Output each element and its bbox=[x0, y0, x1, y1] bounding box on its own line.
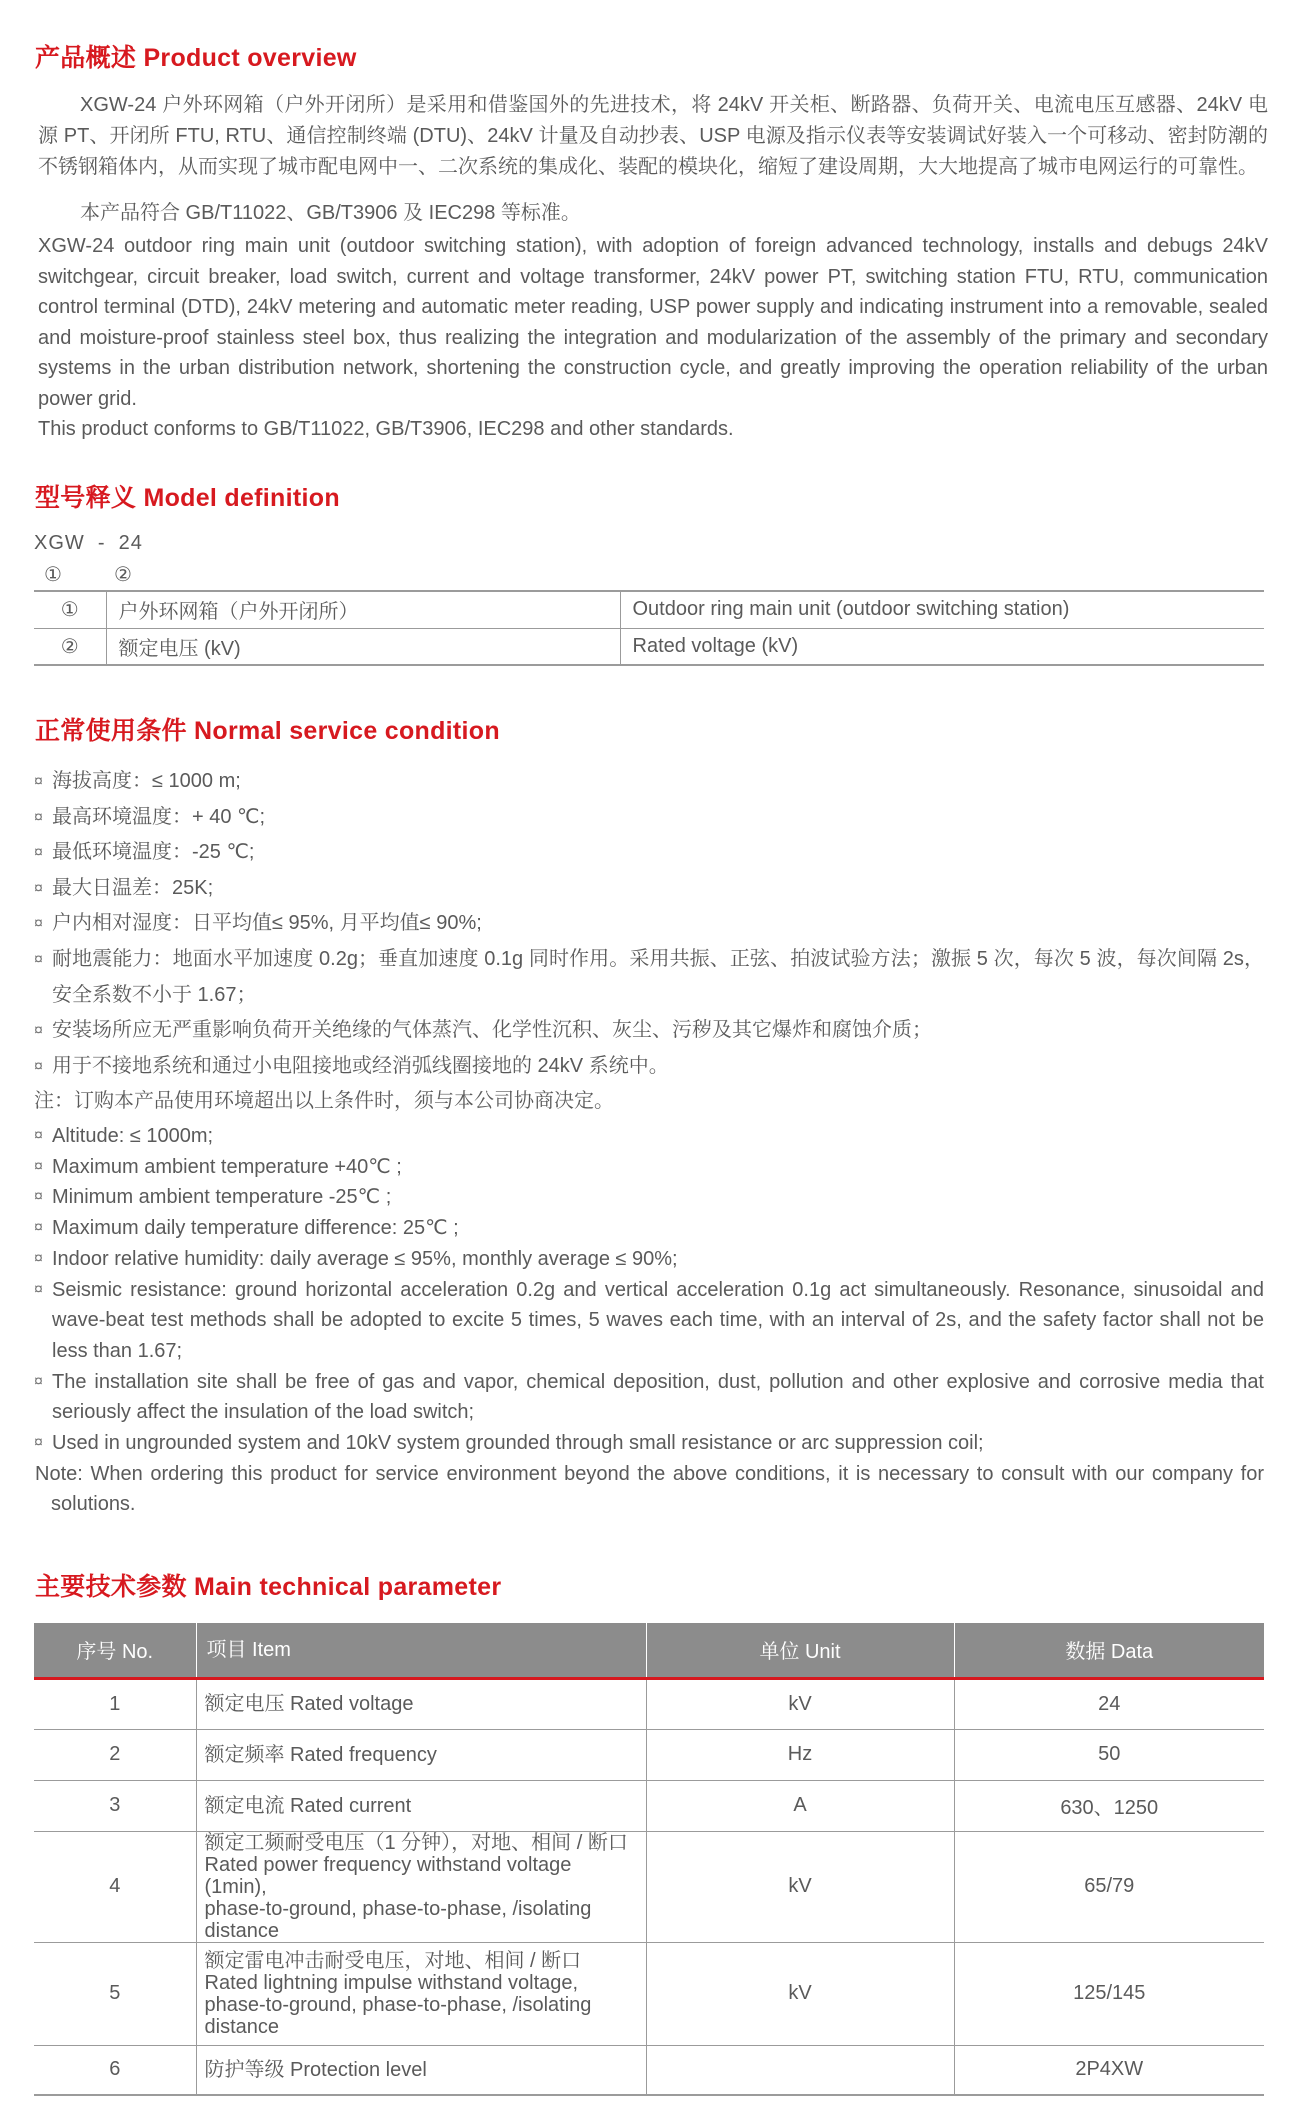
bullet-icon: ¤ bbox=[34, 1219, 43, 1237]
bullet-icon: ¤ bbox=[34, 1022, 43, 1040]
header-no: 序号 No. bbox=[34, 1623, 196, 1678]
cell-data: 50 bbox=[954, 1729, 1264, 1780]
cell-no: 1 bbox=[34, 1678, 196, 1729]
list-item: ¤ 用于不接地系统和通过小电阻接地或经消弧线圈接地的 24kV 系统中。 bbox=[34, 1049, 1264, 1085]
bullet-icon: ¤ bbox=[34, 1249, 43, 1267]
model-row-en: Rated voltage (kV) bbox=[620, 628, 1264, 665]
header-item: 项目 Item bbox=[196, 1623, 646, 1678]
cell-data: 2P4XW bbox=[954, 2045, 1264, 2095]
overview-cn-paragraph: XGW-24 户外环网箱（户外开闭所）是采用和借鉴国外的先进技术，将 24kV 开关柜、断路器、负荷开关、电流电压互感器、24kV 电源 PT、开闭所 FTU, RTU、通信控制终端 (DTU)、24kV 计量及自动抄表、USP 电源及指示仪表等安装调试好装入一个可移动、密封防潮的不锈钢箱体内，从而实现了城市配电网中一、二次系统的集成化、装配的模块化，缩短了建设周期，大大地提高了城市电网运行的可靠性。 bbox=[38, 94, 1268, 178]
bullet-icon: ¤ bbox=[34, 773, 43, 790]
list-item: ¤ 最大日温差：25K; bbox=[34, 871, 1264, 907]
cell-no: 2 bbox=[34, 1729, 196, 1780]
cell-item: 防护等级 Protection level bbox=[196, 2045, 646, 2095]
cell-no: 4 bbox=[34, 1831, 196, 1942]
model-title: 型号释义 Model definition bbox=[35, 484, 340, 512]
list-item: ¤ Used in ungrounded system and 10kV system grounded through small resistance or arc suppression coil; bbox=[34, 1428, 1264, 1459]
cell-item: 额定频率 Rated frequency bbox=[196, 1729, 646, 1780]
list-item: ¤ 安装场所应无严重影响负荷开关绝缘的气体蒸汽、化学性沉积、灰尘、污秽及其它爆炸和腐蚀介质； bbox=[34, 1013, 1264, 1049]
conditions-en-list bbox=[34, 1121, 1264, 1520]
overview-cn-standards: 本产品符合 GB/T11022、GB/T3906 及 IEC298 等标准。 bbox=[80, 202, 581, 224]
list-item: ¤ 最高环境温度：+ 40 ℃; bbox=[34, 800, 1264, 836]
list-item: ¤ 耐地震能力：地面水平加速度 0.2g；垂直加速度 0.1g 同时作用。采用共振、正弦、拍波试验方法；激振 5 次，每次 5 波，每次间隔 2s，安全系数不小于 1.67； bbox=[34, 942, 1264, 1013]
bullet-icon: ¤ bbox=[34, 1188, 43, 1206]
overview-en-paragraph: XGW-24 outdoor ring main unit (outdoor switching station), with adoption of foreign advanced technology, installs and debugs 24kV switchgear, circuit breaker, load switch, current and voltage transformer, 24kV power PT, switching station FTU, RTU, communication control terminal (DTD), 24kV metering and automatic meter reading, USP power supply and indicating instrument into a removable, sealed and moisture-proof stainless steel box, thus realizing the integration and modularization of the assembly of the primary and secondary systems in the urban distribution network, shortening the construction cycle, and greatly improving the operation reliability of the urban power grid. bbox=[38, 235, 1268, 410]
conditions-cn-note: 注：订购本产品使用环境超出以上条件时，须与本公司协商决定。 bbox=[34, 1090, 614, 1113]
list-item: ¤ Indoor relative humidity: daily average ≤ 95%, monthly average ≤ 90%; bbox=[34, 1244, 1264, 1275]
model-row-cn: 户外环网箱（户外开闭所） bbox=[106, 591, 620, 628]
cell-unit bbox=[646, 2045, 954, 2095]
conditions-title: 正常使用条件 Normal service condition bbox=[35, 717, 500, 745]
cell-data: 125/145 bbox=[954, 1942, 1264, 2045]
bullet-icon: ¤ bbox=[34, 1372, 43, 1390]
model-row-mark: ② bbox=[34, 628, 106, 665]
model-table bbox=[34, 590, 1264, 666]
model-row-en: Outdoor ring main unit (outdoor switching station) bbox=[620, 591, 1264, 628]
model-code: XGW - 24 bbox=[34, 532, 143, 554]
bullet-icon: ¤ bbox=[34, 844, 43, 862]
cell-no: 3 bbox=[34, 1780, 196, 1831]
list-item: ¤ Minimum ambient temperature -25℃ ; bbox=[34, 1182, 1264, 1213]
params-table bbox=[34, 1623, 1264, 2096]
table-header-row bbox=[34, 1623, 1264, 1678]
model-row-mark: ① bbox=[34, 591, 106, 628]
cell-no: 5 bbox=[34, 1942, 196, 2045]
bullet-icon: ¤ bbox=[34, 1157, 43, 1175]
table-row bbox=[34, 628, 1264, 665]
bullet-icon: ¤ bbox=[34, 1280, 43, 1298]
list-item: ¤ Maximum ambient temperature +40℃ ; bbox=[34, 1152, 1264, 1183]
table-row bbox=[34, 1942, 1264, 2045]
bullet-icon: ¤ bbox=[34, 808, 43, 826]
overview-title: 产品概述 Product overview bbox=[35, 44, 357, 72]
table-row bbox=[34, 1678, 1264, 1729]
model-marks bbox=[44, 562, 184, 587]
table-row bbox=[34, 2045, 1264, 2095]
model-row-cn: 额定电压 (kV) bbox=[106, 628, 620, 665]
table-row bbox=[34, 1780, 1264, 1831]
header-data: 数据 Data bbox=[954, 1623, 1264, 1678]
cell-unit: Hz bbox=[646, 1729, 954, 1780]
cell-item: 额定雷电冲击耐受电压，对地、相间 / 断口 Rated lightning impulse withstand voltage, phase-to-ground, phase-to-phase, /isolating distance bbox=[196, 1942, 646, 2045]
cell-item: 额定工频耐受电压（1 分钟），对地、相间 / 断口 Rated power frequency withstand voltage (1min), phase-to-ground, phase-to-phase, /isolating distance bbox=[196, 1831, 646, 1942]
cell-data: 65/79 bbox=[954, 1831, 1264, 1942]
list-item: ¤ The installation site shall be free of gas and vapor, chemical deposition, dust, pollution and other explosive and corrosive media that seriously affect the insulation of the load switch; bbox=[34, 1367, 1264, 1428]
bullet-icon: ¤ bbox=[34, 1057, 43, 1075]
list-item: ¤ Seismic resistance: ground horizontal acceleration 0.2g and vertical acceleration 0.1g act simultaneously. Resonance, sinusoidal and wave-beat test methods shall be adopted to excite 5 times, 5 waves each time, with an interval of 2s, and the safety factor shall not be less than 1.67; bbox=[34, 1275, 1264, 1367]
cell-no: 6 bbox=[34, 2045, 196, 2095]
list-item: ¤ Altitude: ≤ 1000m; bbox=[34, 1121, 1264, 1152]
cell-unit: kV bbox=[646, 1678, 954, 1729]
bullet-icon: ¤ bbox=[34, 950, 43, 968]
conditions-cn-list bbox=[34, 764, 1264, 1120]
bullet-icon: ¤ bbox=[34, 1434, 43, 1452]
bullet-icon: ¤ bbox=[34, 879, 43, 897]
model-mark-2: ② bbox=[114, 564, 132, 586]
cell-item: 额定电压 Rated voltage bbox=[196, 1678, 646, 1729]
list-item: ¤ 户内相对湿度：日平均值≤ 95%, 月平均值≤ 90%; bbox=[34, 906, 1264, 942]
cell-data: 24 bbox=[954, 1678, 1264, 1729]
table-row bbox=[34, 1831, 1264, 1942]
cell-unit: kV bbox=[646, 1831, 954, 1942]
params-title: 主要技术参数 Main technical parameter bbox=[35, 1573, 502, 1601]
header-unit: 单位 Unit bbox=[646, 1623, 954, 1678]
cell-data: 630、1250 bbox=[954, 1780, 1264, 1831]
bullet-icon: ¤ bbox=[34, 915, 43, 933]
bullet-icon: ¤ bbox=[34, 1127, 43, 1144]
model-mark-1: ① bbox=[44, 564, 62, 586]
list-item: ¤ Maximum daily temperature difference: 25℃ ; bbox=[34, 1213, 1264, 1244]
list-item: ¤ 海拔高度：≤ 1000 m; bbox=[34, 764, 1264, 800]
cell-unit: A bbox=[646, 1780, 954, 1831]
list-item: ¤ 最低环境温度：-25 ℃; bbox=[34, 835, 1264, 871]
table-row bbox=[34, 591, 1264, 628]
conditions-en-note: Note: When ordering this product for service environment beyond the above conditions, it is necessary to consult with our company for solutions. bbox=[35, 1462, 1264, 1516]
cell-item: 额定电流 Rated current bbox=[196, 1780, 646, 1831]
cell-unit: kV bbox=[646, 1942, 954, 2045]
overview-en-standards: This product conforms to GB/T11022, GB/T3906, IEC298 and other standards. bbox=[38, 418, 734, 440]
table-row bbox=[34, 1729, 1264, 1780]
